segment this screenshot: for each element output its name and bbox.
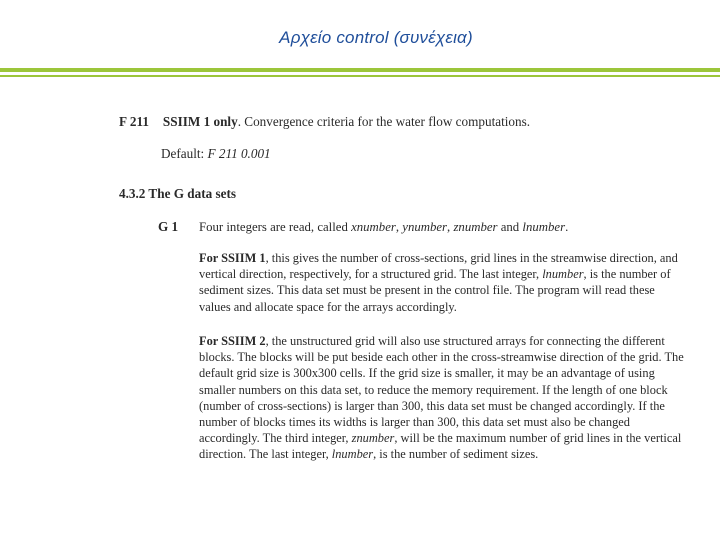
ssiim1-lead: For SSIIM 1 (199, 251, 266, 265)
slide-title: Αρχείο control (συνέχεια) (279, 28, 473, 47)
f211-name: SSIIM 1 only (162, 114, 238, 129)
f211-default-label: Default: (161, 146, 208, 161)
var-ynumber: ynumber (402, 220, 448, 234)
g1-code: G 1 (158, 219, 179, 234)
f211-default (161, 146, 271, 162)
var-lnumber: lnumber (522, 220, 566, 234)
ssiim1-text-a: , this gives the number of cross-sections, grid lines in the streamwise direction, and vertical direction, respectively, for a structured grid. The last integer, (199, 251, 678, 282)
g1-ssiim2-paragraph (199, 333, 689, 463)
section-heading: 4.3.2 The G data sets (119, 186, 236, 201)
f211-entry (119, 114, 530, 130)
var-znumber: znumber (453, 220, 498, 234)
ssiim2-var1: znumber (351, 431, 395, 446)
ssiim2-text-c: , is the number of sediment sizes. (373, 447, 539, 462)
ssiim2-lead: For SSIIM 2 (199, 334, 266, 348)
ssiim2-var2: lnumber (331, 447, 374, 462)
var-xnumber: xnumber (351, 220, 396, 234)
g1-intro (199, 219, 568, 235)
ssiim2-text-b: , will be the maximum number of grid lines in the vertical direction. The last integer, (199, 431, 682, 462)
sep-1: , (395, 220, 403, 234)
f211-default-value: F 211 0.001 (207, 146, 271, 161)
end-period: . (565, 220, 569, 234)
sep-and: and (497, 220, 523, 234)
ssiim1-text-b: , is the number of sediment sizes. This data set must be present in the control file. The program will read these values and allocate space for the arrays accordingly. (199, 267, 671, 314)
ssiim2-text-a: , the unstructured grid will also use structured arrays for connecting the different blocks. The blocks will be put beside each other in the cross-streamwise direction of the grid. The default grid size is 300x300 cells. If the grid size is smaller, it may be an advantage of using smaller numbers on this data set, to reduce the memory requirement. If the length of one block (number of cross-sections) is larger than 300, this data set must be changed accordingly. If the number of blocks times its widths is larger than 300, this data set must also be changed accordingly. The third integer, (199, 334, 684, 446)
f211-description: . Convergence criteria for the water flow computations. (237, 114, 531, 129)
g1-intro-text: Four integers are read, called (199, 220, 352, 234)
ssiim1-var: lnumber (542, 267, 584, 282)
sep-2: , (447, 220, 454, 234)
f211-code: F 211 (119, 114, 149, 129)
g1-ssiim1-paragraph (199, 250, 689, 315)
